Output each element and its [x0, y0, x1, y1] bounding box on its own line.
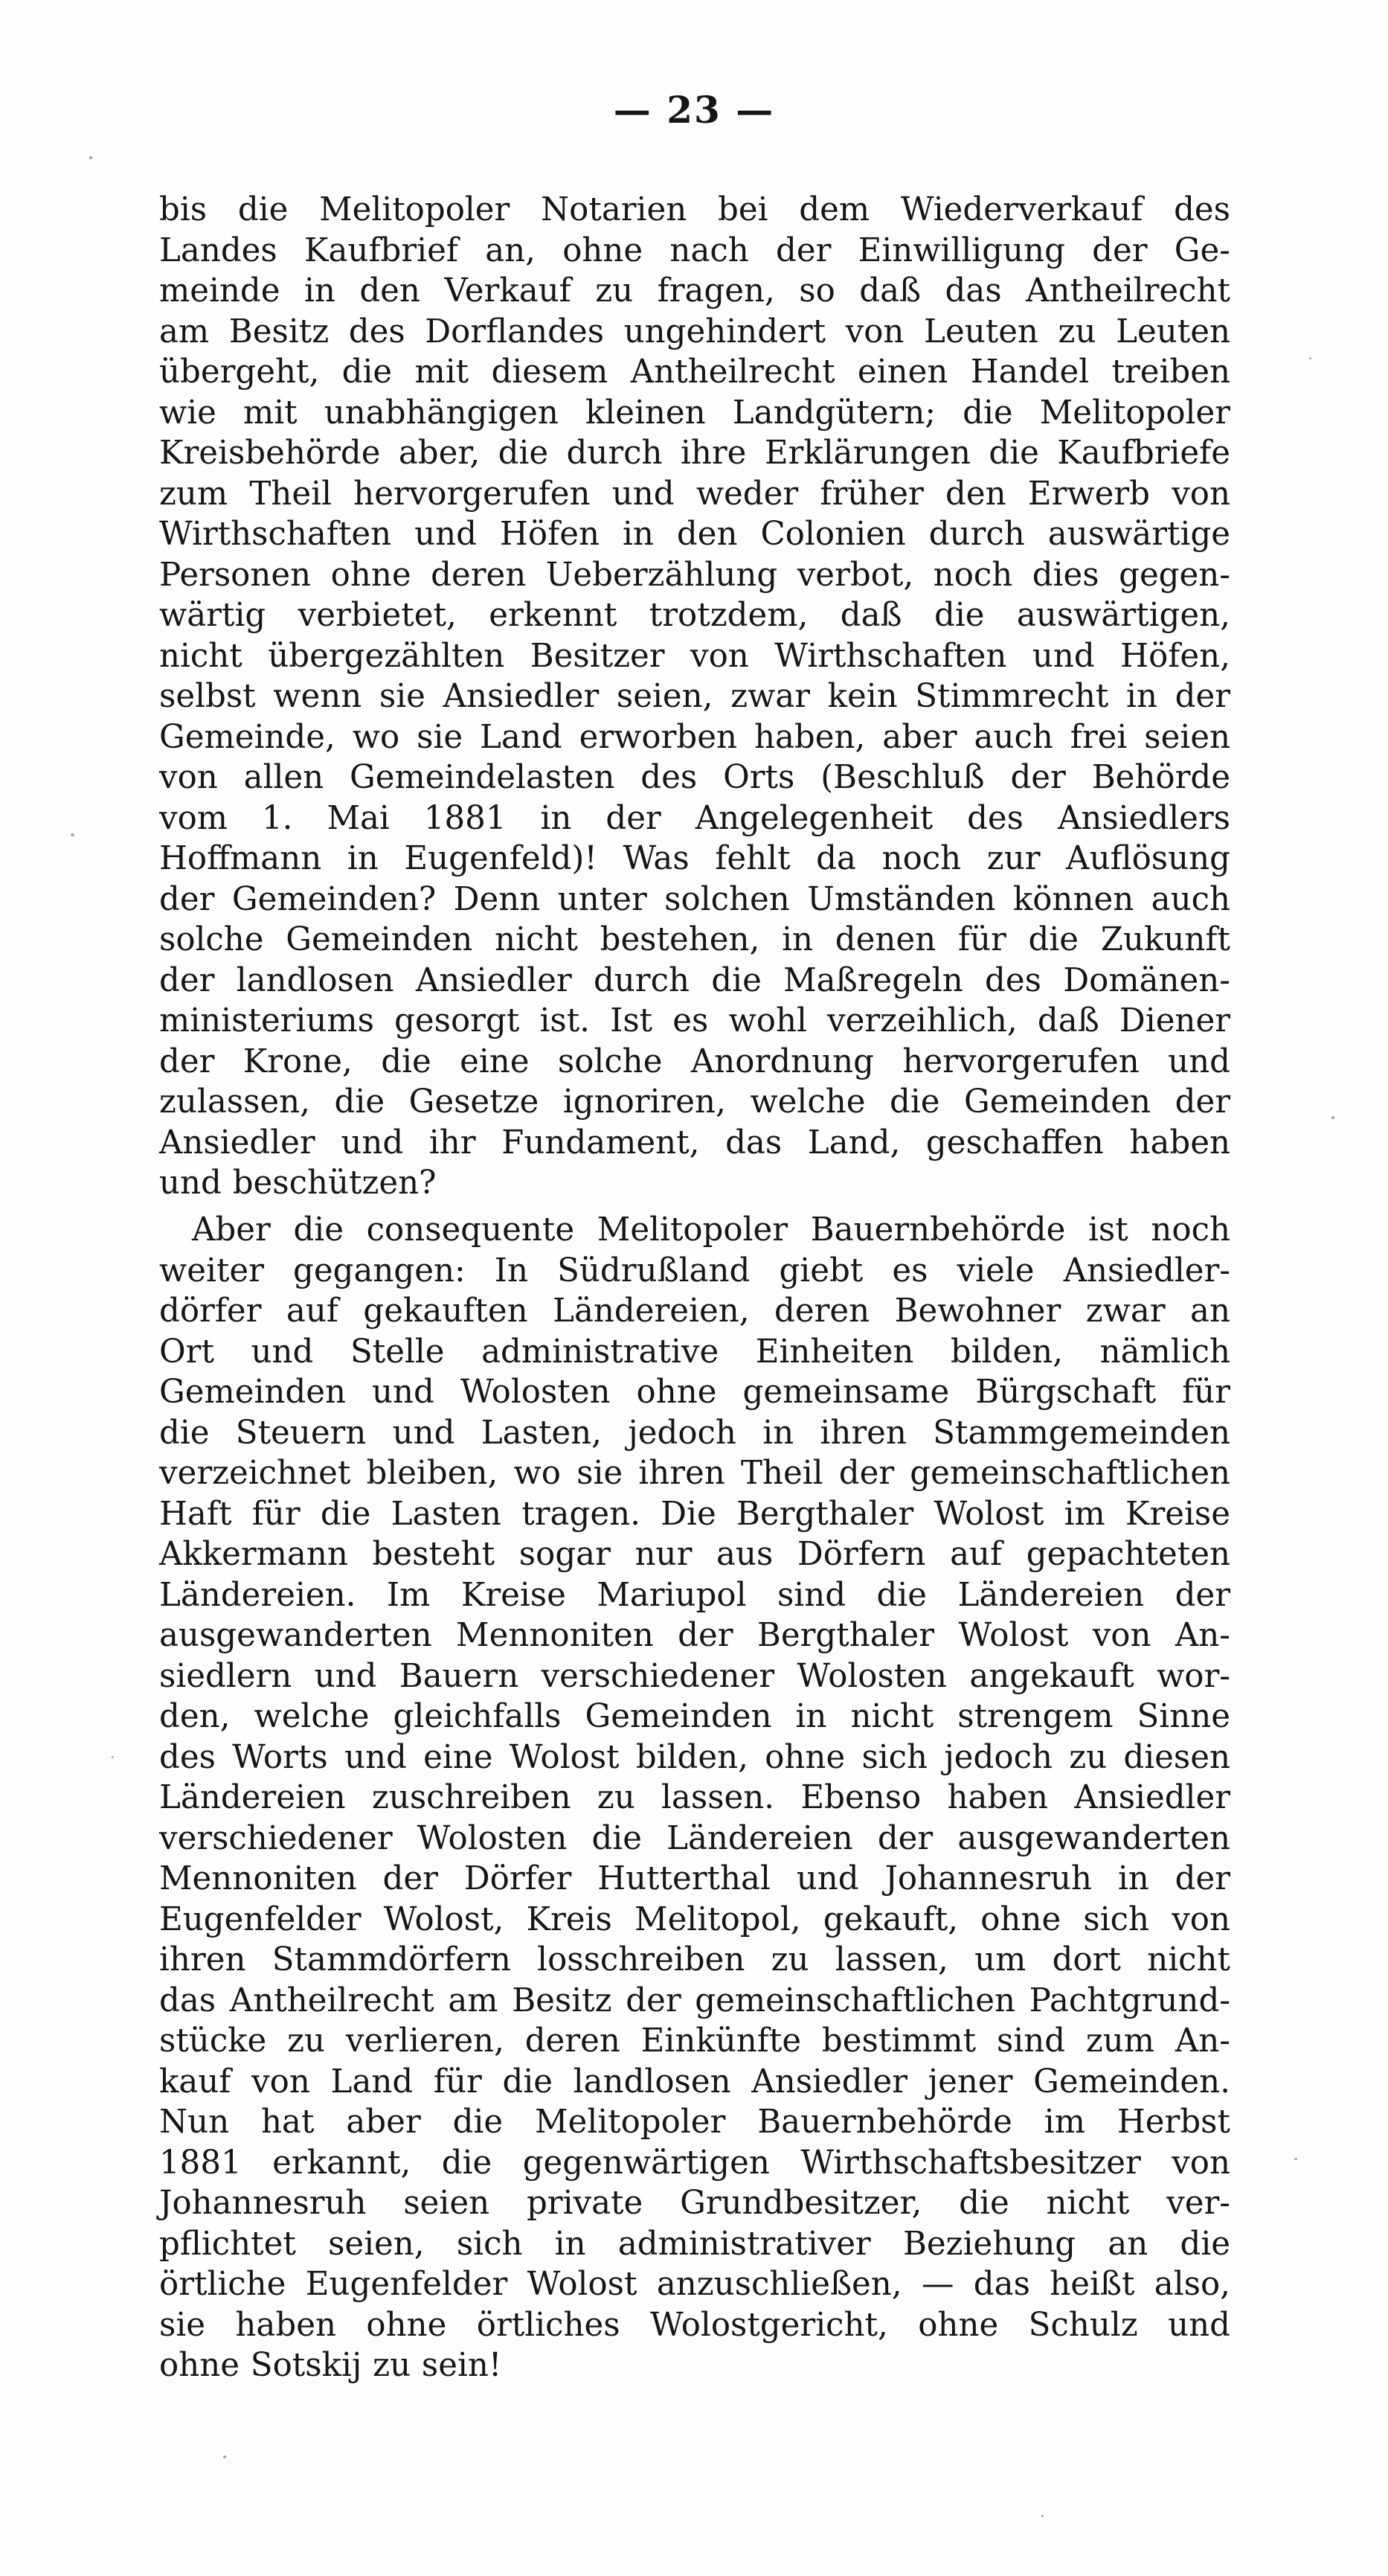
paper-speck: [1041, 2515, 1044, 2517]
text-line: den, welche gleichfalls Gemeinden in nicht strengem Sinne: [159, 1698, 1230, 1735]
text-line: Ländereien zuschreiben zu lassen. Ebenso haben Ansiedler: [159, 1779, 1230, 1816]
text-line: ihren Stammdörfern losschreiben zu lassen, um dort nicht: [159, 1941, 1230, 1979]
text-line: Wirthschaften und Höfen in den Colonien durch auswärtige: [159, 516, 1230, 553]
paper-speck: [1309, 357, 1311, 359]
text-line: Ländereien. Im Kreise Mariupol sind die Ländereien der: [159, 1576, 1230, 1614]
text-line: Kreisbehörde aber, die durch ihre Erklärungen die Kaufbriefe: [159, 435, 1230, 472]
text-line: Ort und Stelle administrative Einheiten bilden, nämlich: [159, 1333, 1230, 1371]
text-line: selbst wenn sie Ansiedler seien, zwar kein Stimmrecht in der: [159, 678, 1230, 715]
text-line: Nun hat aber die Melitopoler Bauernbehörde im Herbst: [159, 2104, 1230, 2141]
paper-speck: [71, 833, 74, 836]
text-line: Gemeinden und Wolosten ohne gemeinsame Bürgschaft für: [159, 1374, 1230, 1411]
text-line: kauf von Land für die landlosen Ansiedler jener Gemeinden.: [159, 2063, 1230, 2101]
text-line: Eugenfelder Wolost, Kreis Melitopol, gekauft, ohne sich von: [159, 1900, 1230, 1938]
text-line: wärtig verbietet, erkennt trotzdem, daß die auswärtigen,: [159, 597, 1230, 634]
text-line: stücke zu verlieren, deren Einkünfte bestimmt sind zum An-: [159, 2022, 1230, 2060]
text-line: Ansiedler und ihr Fundament, das Land, geschaffen haben: [159, 1124, 1230, 1162]
text-line: Mennoniten der Dörfer Hutterthal und Johannesruh in der: [159, 1860, 1230, 1897]
paragraph-1: [159, 190, 1230, 1204]
text-line: Gemeinde, wo sie Land erworben haben, aber auch frei seien: [159, 718, 1230, 756]
text-line: bis die Melitopoler Notarien bei dem Wiederverkauf des: [159, 191, 1230, 228]
text-line: Landes Kaufbrief an, ohne nach der Einwilligung der Ge-: [159, 231, 1230, 269]
text-line: von allen Gemeindelasten des Orts (Beschluß der Behörde: [159, 759, 1230, 796]
text-line: weiter gegangen: In Südrußland giebt es viele Ansiedler-: [159, 1252, 1230, 1289]
text-line: verzeichnet bleiben, wo sie ihren Theil der gemeinschaftlichen: [159, 1455, 1230, 1492]
text-line: der Krone, die eine solche Anordnung hervorgerufen und: [159, 1042, 1230, 1080]
text-line: ausgewanderten Mennoniten der Bergthaler Wolost von An-: [159, 1617, 1230, 1654]
paper-speck: [112, 1756, 114, 1758]
paper-speck: [1331, 1116, 1334, 1119]
text-line: wie mit unabhängigen kleinen Landgütern; die Melitopoler: [159, 394, 1230, 432]
text-line: zum Theil hervorgerufen und weder früher den Erwerb von: [159, 475, 1230, 513]
paper-speck: [1294, 2158, 1297, 2160]
text-line: ministeriums gesorgt ist. Ist es wohl verzeihlich, daß Diener: [159, 1002, 1230, 1039]
text-line: das Antheilrecht am Besitz der gemeinschaftlichen Pachtgrund-: [159, 1981, 1230, 2019]
text-line: nicht übergezählten Besitzer von Wirthschaften und Höfen,: [159, 637, 1230, 675]
page-number: — 23 —: [613, 88, 775, 132]
text-line: zulassen, die Gesetze ignoriren, welche die Gemeinden der: [159, 1083, 1230, 1121]
text-line: Hoffmann in Eugenfeld)! Was fehlt da noch zur Auflösung: [159, 840, 1230, 877]
text-line: Personen ohne deren Ueberzählung verbot, noch dies gegen-: [159, 556, 1230, 594]
text-line: die Steuern und Lasten, jedoch in ihren Stammgemeinden: [159, 1414, 1230, 1452]
text-line: meinde in den Verkauf zu fragen, so daß das Antheilrecht: [159, 272, 1230, 310]
text-line: verschiedener Wolosten die Ländereien der ausgewanderten: [159, 1819, 1230, 1857]
text-line: vom 1. Mai 1881 in der Angelegenheit des Ansiedlers: [159, 799, 1230, 837]
text-line: örtliche Eugenfelder Wolost anzuschließen, — das heißt also,: [159, 2266, 1230, 2303]
text-line: ohne Sotskij zu sein!: [159, 2347, 502, 2384]
text-line: Aber die consequente Melitopoler Bauernbehörde ist noch: [192, 1211, 1230, 1249]
text-line: sie haben ohne örtliches Wolostgericht, ohne Schulz und: [159, 2306, 1230, 2344]
text-line: 1881 erkannt, die gegenwärtigen Wirthschaftsbesitzer von: [159, 2144, 1230, 2182]
text-line: und beschützen?: [159, 1164, 437, 1202]
text-line: solche Gemeinden nicht bestehen, in denen für die Zukunft: [159, 921, 1230, 958]
text-line: Haft für die Lasten tragen. Die Bergthaler Wolost im Kreise: [159, 1495, 1230, 1533]
text-line: siedlern und Bauern verschiedener Wolosten angekauft wor-: [159, 1657, 1230, 1695]
text-line: pflichtet seien, sich in administrativer Beziehung an die: [159, 2225, 1230, 2263]
text-line: Johannesruh seien private Grundbesitzer, die nicht ver-: [159, 2185, 1230, 2222]
text-line: übergeht, die mit diesem Antheilrecht einen Handel treiben: [159, 353, 1230, 391]
text-line: Akkermann besteht sogar nur aus Dörfern auf gepachteten: [159, 1536, 1230, 1573]
paragraph-2: [159, 1210, 1230, 2386]
text-line: der landlosen Ansiedler durch die Maßregeln des Domänen-: [159, 961, 1230, 999]
paper-speck: [89, 156, 92, 159]
text-line: am Besitz des Dorflandes ungehindert von Leuten zu Leuten: [159, 313, 1230, 350]
text-line: dörfer auf gekauften Ländereien, deren Bewohner zwar an: [159, 1292, 1230, 1330]
text-line: der Gemeinden? Denn unter solchen Umständen können auch: [159, 880, 1230, 918]
paper-speck: [223, 2455, 226, 2458]
text-line: des Worts und eine Wolost bilden, ohne sich jedoch zu diesen: [159, 1738, 1230, 1776]
